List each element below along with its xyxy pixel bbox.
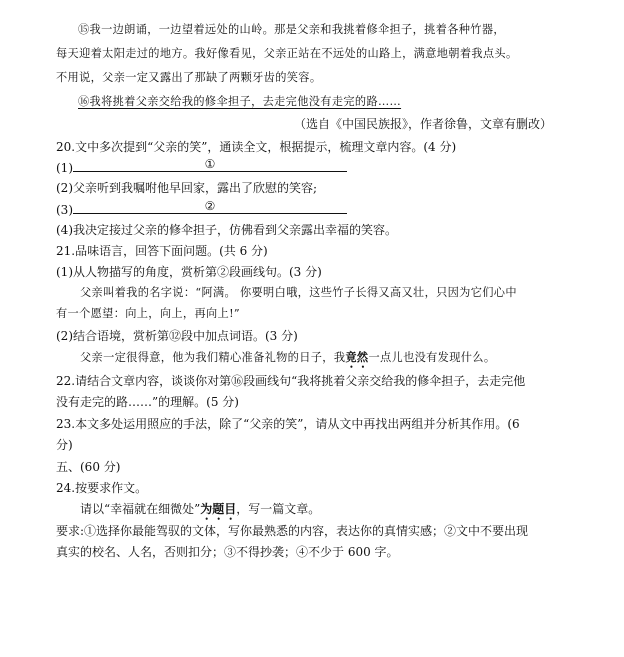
passage-p15-line1: ⑮我一边朗诵，一边望着远处的山岭。那是父亲和我挑着修伞担子，挑着各种竹器， xyxy=(78,23,505,36)
q21-dotted-word: 竟然 xyxy=(345,350,369,364)
q21-quote1-line1: 父亲叫着我的名字说：“阿满。 你要明白哦，这些竹子长得又高又壮，只因为它们心中 xyxy=(80,286,517,299)
q20-item3 xyxy=(56,201,347,218)
q24-requirements-line2: 真实的校名、人名，否则扣分；③不得抄袭；④不少于 600 字。 xyxy=(56,545,399,559)
passage-source: （选自《中国民族报》，作者徐鲁，文章有删改） xyxy=(294,117,553,131)
q24-prompt xyxy=(80,501,320,523)
q21-quote2-pre: 父亲一定很得意，他为我们精心准备礼物的日子，我 xyxy=(80,351,346,364)
q24-stem: 24.按要求作文。 xyxy=(56,481,148,495)
q22-line2: 没有走完的路……”的理解。(5 分) xyxy=(56,395,239,409)
q23-line2: 分) xyxy=(56,438,73,452)
q21-sub1: (1)从人物描写的角度，赏析第②段画线句。(3 分) xyxy=(56,265,322,279)
q20-blank2-mark: ② xyxy=(204,199,216,213)
q24-prompt-bold: 为题目 xyxy=(200,502,237,516)
q24-requirements-line1: 要求:①选择你最能驾驭的文体，写你最熟悉的内容，表达你的真情实感；②文中不要出现 xyxy=(56,524,529,538)
q20-item3-label: (3) xyxy=(56,203,73,217)
q20-item2: (2)父亲听到我嘱咐他早回家，露出了欣慰的笑容; xyxy=(56,181,318,195)
q20-blank1[interactable] xyxy=(73,159,347,172)
q24-prompt-post: ，写一篇文章。 xyxy=(236,502,321,516)
q21-quote1-line2: 有一个愿望：向上，向上，再向上!” xyxy=(56,307,240,320)
q20-item4: (4)我决定接过父亲的修伞担子，仿佛看到父亲露出幸福的笑容。 xyxy=(56,223,398,237)
q24-prompt-pre: 请以“幸福就在细微处” xyxy=(80,502,201,516)
q20-item1 xyxy=(56,159,347,176)
q21-quote2 xyxy=(80,349,495,371)
q20-stem: 20.文中多次提到“父亲的笑”，通读全文，根据提示，梳理文章内容。(4 分) xyxy=(56,140,457,154)
q20-item1-label: (1) xyxy=(56,161,73,175)
passage-p16-underlined: ⑯我将挑着父亲交给我的修伞担子，去走完他没有走完的路…… xyxy=(78,95,402,108)
q21-quote2-post: 一点儿也没有发现什么。 xyxy=(368,351,496,364)
q21-stem: 21.品味语言，回答下面问题。(共 6 分) xyxy=(56,244,268,258)
passage-p15-line2: 每天迎着太阳走过的地方。我好像看见，父亲正站在不远处的山路上，满意地朝着我点头。 xyxy=(56,47,518,60)
q23-line1: 23.本文多处运用照应的手法，除了“父亲的笑”，请从文中再找出两组并分析其作用。(6 xyxy=(56,417,520,431)
q22-line1: 22.请结合文章内容，谈谈你对第⑯段画线句“我将挑着父亲交给我的修伞担子，去走完他 xyxy=(56,374,526,388)
q20-blank2[interactable] xyxy=(73,201,347,214)
q20-blank1-mark: ① xyxy=(204,157,216,171)
q21-sub2: (2)结合语境，赏析第⑫段中加点词语。(3 分) xyxy=(56,329,298,343)
section-five-heading: 五、(60 分) xyxy=(56,460,121,474)
passage-p15-line3: 不用说，父亲一定又露出了那缺了两颗牙齿的笑容。 xyxy=(56,71,322,84)
